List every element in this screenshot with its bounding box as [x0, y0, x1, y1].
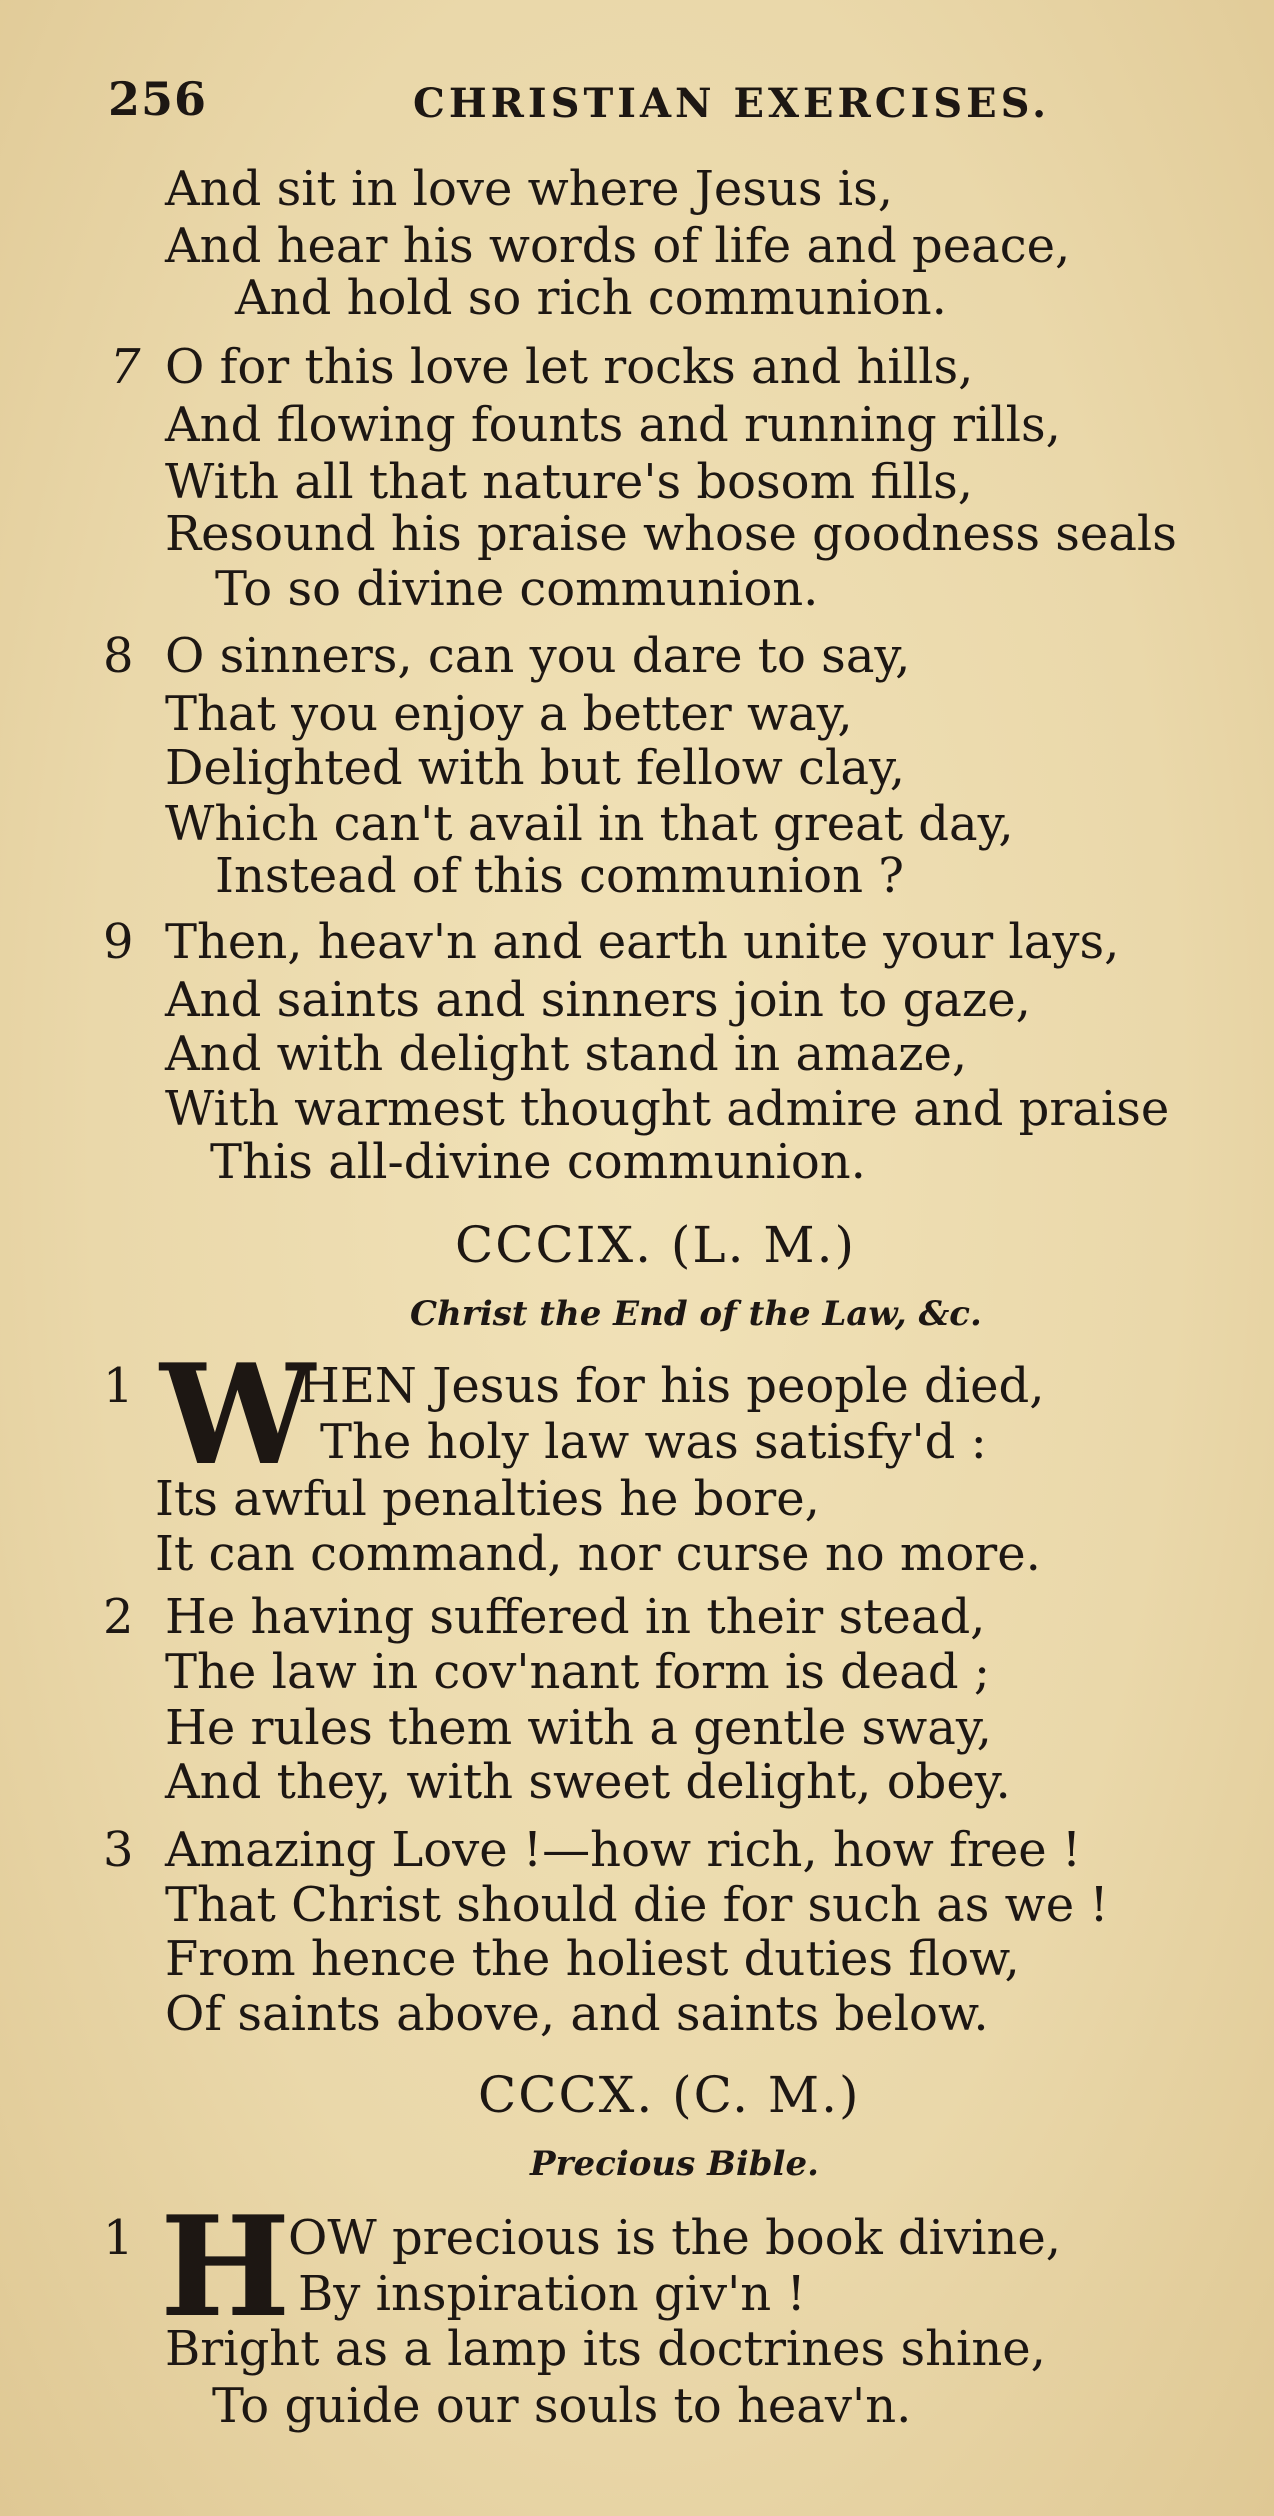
verse-line: And saints and sinners join to gaze,: [165, 972, 1031, 1028]
hymn-subtitle: Christ the End of the Law, &c.: [410, 1294, 982, 1334]
verse-line: OW precious is the book divine,: [288, 2210, 1062, 2266]
verse-line: And hold so rich communion.: [235, 270, 947, 326]
verse-line: Then, heav'n and earth unite your lays,: [165, 914, 1120, 970]
verse-number: 9: [103, 914, 134, 970]
verse-line: This all-divine communion.: [210, 1134, 866, 1190]
verse-number: 1: [103, 1358, 134, 1414]
verse-line: Of saints above, and saints below.: [165, 1986, 989, 2042]
verse-number: 3: [103, 1822, 134, 1878]
verse-line: And flowing founts and running rills,: [165, 397, 1061, 453]
verse-line: That you enjoy a better way,: [165, 686, 853, 742]
verse-line: The holy law was satisfy'd :: [320, 1414, 987, 1470]
page-number: 256: [108, 72, 208, 126]
verse-line: Instead of this communion ?: [215, 848, 904, 904]
verse-line: Which can't avail in that great day,: [165, 796, 1014, 852]
drop-cap: H: [160, 2185, 291, 2348]
verse-line: He rules them with a gentle sway,: [165, 1700, 992, 1756]
verse-line: Amazing Love !—how rich, how free !: [165, 1822, 1082, 1878]
verse-number: 2: [103, 1589, 134, 1645]
verse-line: O sinners, can you dare to say,: [165, 628, 911, 684]
verse-line: Its awful penalties he bore,: [155, 1471, 820, 1527]
verse-number: 8: [103, 628, 134, 684]
verse-line: O for this love let rocks and hills,: [165, 339, 974, 395]
verse-line: With warmest thought admire and praise: [165, 1081, 1170, 1137]
verse-line: With all that nature's bosom fills,: [165, 454, 973, 510]
verse-line: And with delight stand in amaze,: [165, 1026, 968, 1082]
verse-number: 7: [110, 339, 141, 395]
verse-line: Bright as a lamp its doctrines shine,: [165, 2321, 1046, 2377]
verse-line: He having suffered in their stead,: [165, 1589, 986, 1645]
drop-cap: W: [160, 1333, 315, 1496]
verse-line: And they, with sweet delight, obey.: [165, 1754, 1011, 1810]
verse-number: 1: [103, 2210, 134, 2266]
hymn-subtitle: Precious Bible.: [530, 2144, 819, 2184]
verse-line: From hence the holiest duties flow,: [165, 1931, 1020, 1987]
verse-line: Delighted with but fellow clay,: [165, 740, 905, 796]
verse-line: It can command, nor curse no more.: [155, 1526, 1041, 1582]
verse-line: To guide our souls to heav'n.: [212, 2378, 912, 2434]
verse-line: And sit in love where Jesus is,: [165, 161, 893, 217]
verse-line: By inspiration giv'n !: [298, 2266, 806, 2322]
verse-line: The law in cov'nant form is dead ;: [165, 1644, 991, 1700]
verse-line: And hear his words of life and peace,: [165, 218, 1071, 274]
verse-line: Resound his praise whose goodness seals: [165, 506, 1177, 562]
hymn-title: CCCX. (C. M.): [478, 2066, 861, 2124]
verse-line: HEN Jesus for his people died,: [298, 1358, 1045, 1414]
hymn-title: CCCIX. (L. M.): [455, 1216, 856, 1274]
page-header: [108, 72, 1208, 142]
verse-line: To so divine communion.: [215, 561, 819, 617]
running-title: CHRISTIAN EXERCISES.: [413, 80, 1051, 127]
verse-line: That Christ should die for such as we !: [165, 1877, 1109, 1933]
